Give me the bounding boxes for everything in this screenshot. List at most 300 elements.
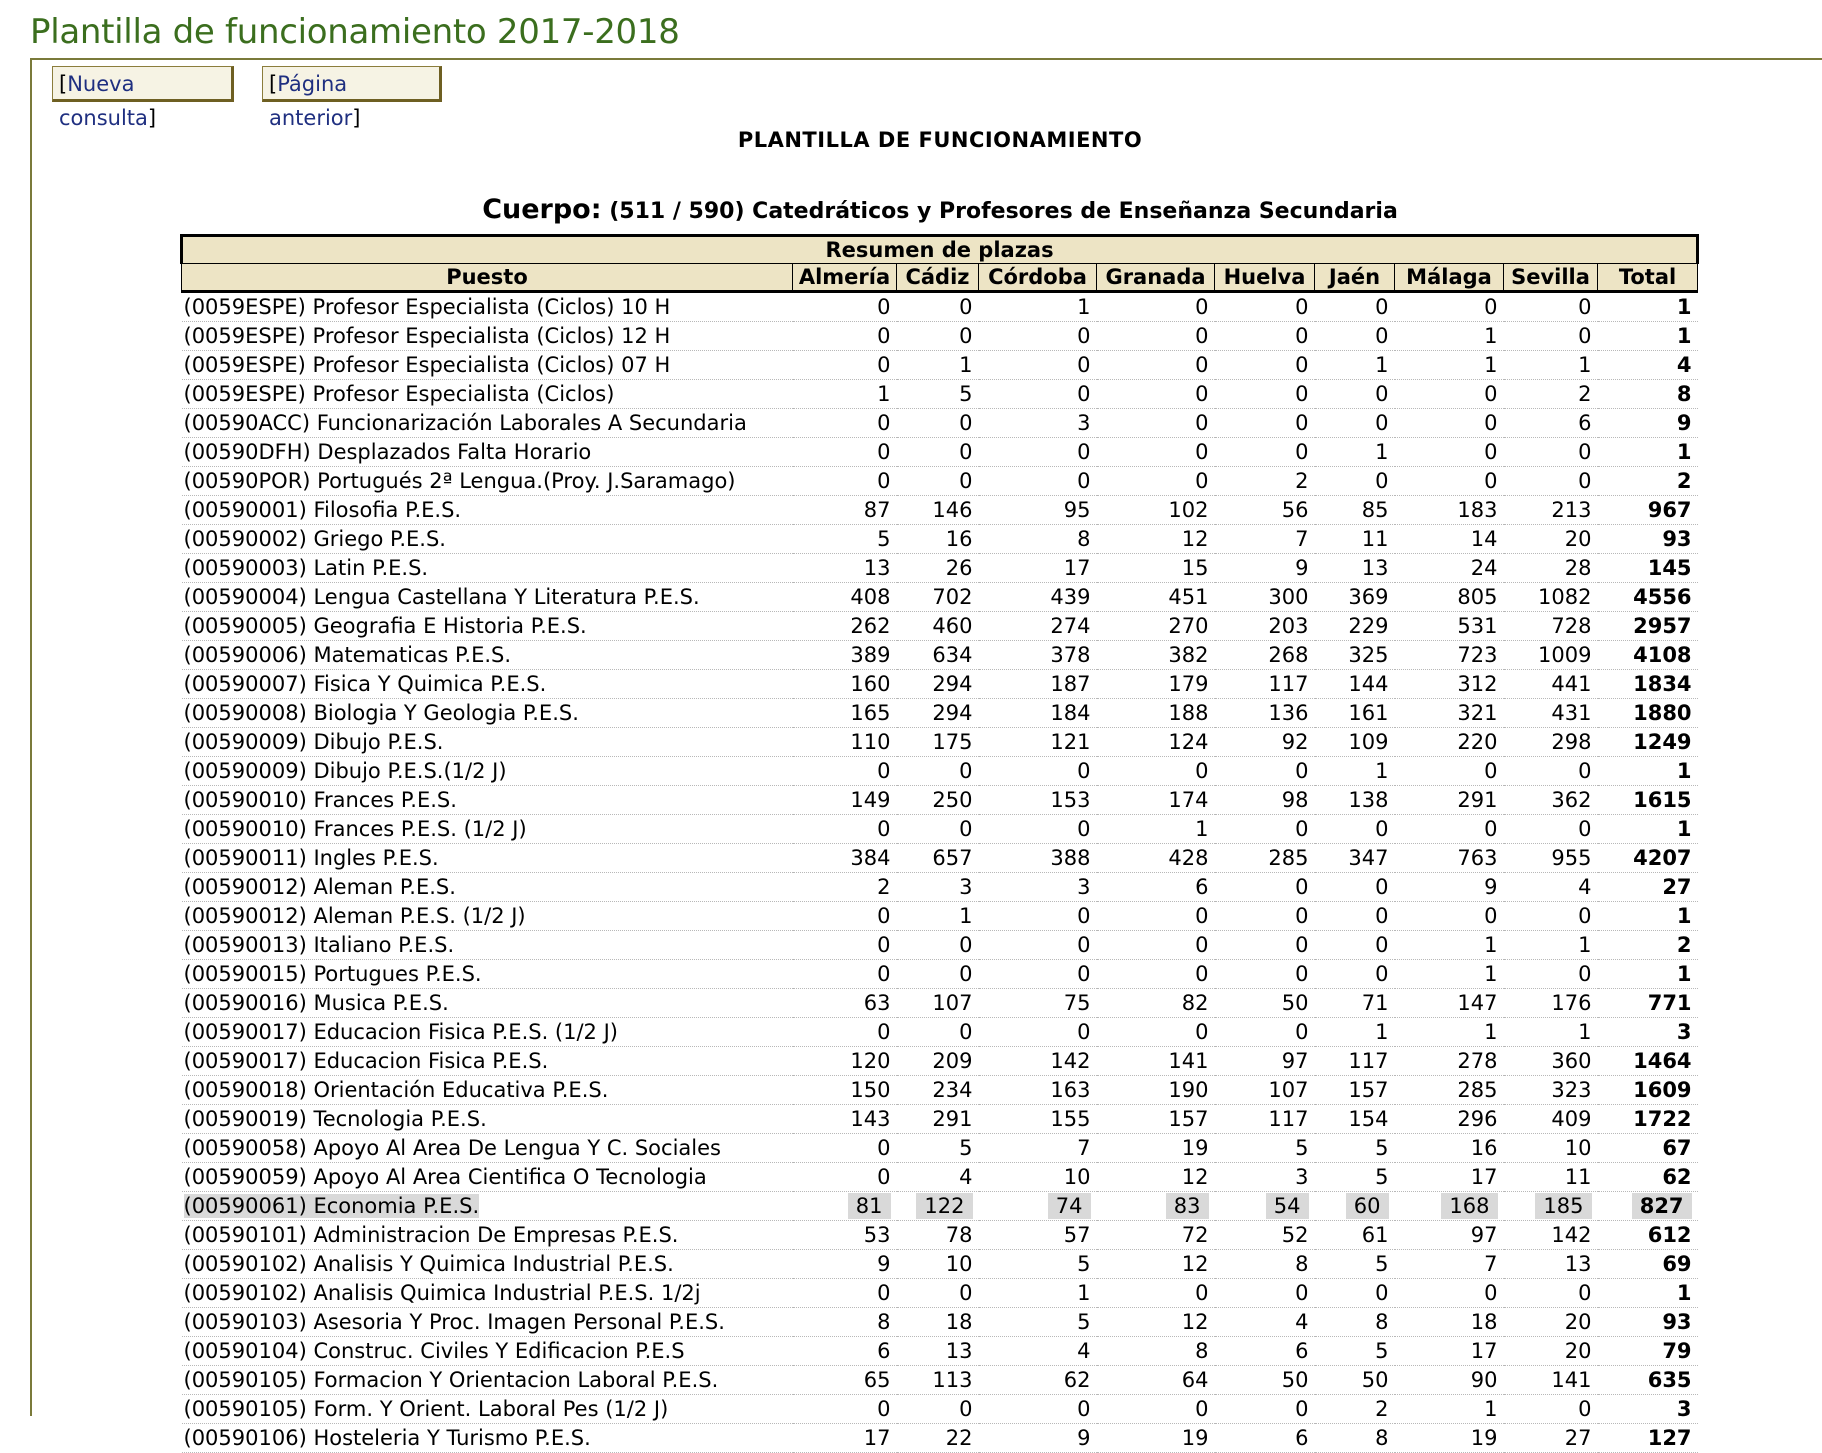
total-cell: [1598, 1395, 1698, 1424]
count-cell: [897, 292, 979, 322]
cell-value: 62: [1662, 1165, 1692, 1189]
cell-value: 4: [1578, 875, 1592, 899]
count-cell: [793, 670, 897, 699]
cell-value: 1: [1484, 1020, 1498, 1044]
cell-value: 1: [1676, 324, 1692, 348]
puesto-cell: [182, 1424, 793, 1453]
count-cell: [979, 1395, 1097, 1424]
count-cell: [1315, 1163, 1395, 1192]
cell-value: 0: [877, 759, 891, 783]
count-cell: [1097, 1047, 1215, 1076]
count-cell: [1097, 351, 1215, 380]
count-cell: [1395, 351, 1504, 380]
count-cell: [1315, 351, 1395, 380]
cell-value: 17: [1063, 556, 1091, 580]
cell-value: 27: [1564, 1426, 1592, 1450]
count-cell: [1504, 612, 1598, 641]
count-cell: [1395, 583, 1504, 612]
count-cell: [1315, 815, 1395, 844]
total-cell: [1598, 641, 1698, 670]
table-row: [182, 583, 1698, 612]
cell-value: 612: [1647, 1223, 1692, 1247]
pagina-anterior-button[interactable]: [262, 66, 442, 130]
cell-value: 0: [959, 933, 973, 957]
puesto-cell: [182, 1395, 793, 1424]
count-cell: [1504, 1366, 1598, 1395]
table-row: [182, 1395, 1698, 1424]
count-cell: [1395, 1337, 1504, 1366]
nueva-consulta-button[interactable]: [52, 66, 234, 130]
count-cell: [897, 873, 979, 902]
count-cell: [1097, 496, 1215, 525]
cell-value: 3: [959, 875, 973, 899]
puesto-cell: [182, 815, 793, 844]
count-cell: [979, 902, 1097, 931]
cell-value: 183: [1457, 498, 1498, 522]
count-cell: [1504, 1279, 1598, 1308]
cell-value: 229: [1348, 614, 1389, 638]
count-cell: [1215, 1366, 1315, 1395]
count-cell: [1097, 960, 1215, 989]
count-cell: [1215, 1250, 1315, 1279]
count-cell: [793, 496, 897, 525]
puesto-cell: [182, 1192, 793, 1221]
total-cell: [1598, 496, 1698, 525]
cell-value: 1: [1676, 817, 1692, 841]
cell-value: 53: [863, 1223, 891, 1247]
cell-value: 428: [1168, 846, 1209, 870]
count-cell: [1315, 989, 1395, 1018]
cell-value: 300: [1268, 585, 1309, 609]
table-row: [182, 815, 1698, 844]
count-cell: [1504, 554, 1598, 583]
cell-value: 0: [1375, 904, 1389, 928]
bracket-close: ]: [352, 106, 361, 130]
cell-value: 0: [1077, 469, 1091, 493]
cell-value: 124: [1168, 730, 1209, 754]
count-cell: [793, 1047, 897, 1076]
cell-value: 362: [1551, 788, 1592, 812]
cell-value: 16: [945, 527, 973, 551]
table-row: [182, 989, 1698, 1018]
left-border: [30, 58, 32, 1416]
count-cell: [1215, 438, 1315, 467]
cell-value: 121: [1050, 730, 1091, 754]
total-cell: [1598, 322, 1698, 351]
cell-value: 1: [1484, 353, 1498, 377]
cell-value: 7: [1295, 527, 1309, 551]
cell-value: 188: [1168, 701, 1209, 725]
count-cell: [1504, 1424, 1598, 1453]
cell-value: 294: [932, 672, 973, 696]
table-row: [182, 728, 1698, 757]
count-cell: [1215, 1163, 1315, 1192]
cell-value: 0: [1375, 875, 1389, 899]
total-cell: [1598, 1366, 1698, 1395]
cell-value: 312: [1457, 672, 1498, 696]
count-cell: [1395, 1047, 1504, 1076]
count-cell: [1215, 844, 1315, 873]
cell-value: 13: [945, 1339, 973, 1363]
count-cell: [793, 902, 897, 931]
cuerpo-value: (511 / 590) Catedráticos y Profesores de Enseñanza Secundaria: [609, 199, 1398, 224]
cell-value: (00590017) Educacion Fisica P.E.S.: [183, 1049, 549, 1073]
cell-value: (00590POR) Portugués 2ª Lengua.(Proy. J.Saramago): [183, 469, 736, 493]
count-cell: [1097, 1366, 1215, 1395]
cell-value: 967: [1647, 498, 1692, 522]
cell-value: 5: [1375, 1252, 1389, 1276]
count-cell: [1097, 554, 1215, 583]
cell-value: (00590011) Ingles P.E.S.: [183, 846, 439, 870]
count-cell: [793, 960, 897, 989]
count-cell: [1215, 1279, 1315, 1308]
cell-value: 27: [1662, 875, 1692, 899]
cell-value: (00590016) Musica P.E.S.: [183, 991, 449, 1015]
count-cell: [979, 409, 1097, 438]
cell-value: 2: [1295, 469, 1309, 493]
count-cell: [1097, 670, 1215, 699]
cell-value: (00590104) Construc. Civiles Y Edificacion P.E.S: [183, 1339, 685, 1363]
cell-value: 107: [1268, 1078, 1309, 1102]
cell-value: (00590002) Griego P.E.S.: [183, 527, 446, 551]
cell-value: 90: [1470, 1368, 1498, 1392]
count-cell: [1504, 496, 1598, 525]
cell-value: 0: [1195, 933, 1209, 957]
cell-value: 5: [959, 382, 973, 406]
puesto-cell: [182, 931, 793, 960]
count-cell: [897, 1366, 979, 1395]
total-cell: [1598, 1279, 1698, 1308]
cell-value: 161: [1348, 701, 1389, 725]
count-cell: [1097, 728, 1215, 757]
count-cell: [897, 902, 979, 931]
count-cell: [1315, 757, 1395, 786]
cell-value: 97: [1470, 1223, 1498, 1247]
cell-value: 0: [1484, 1281, 1498, 1305]
cell-value: 142: [1050, 1049, 1091, 1073]
cell-value: 0: [959, 411, 973, 435]
count-cell: [979, 1163, 1097, 1192]
table-row: [182, 292, 1698, 322]
cell-value: (00590010) Frances P.E.S.: [183, 788, 457, 812]
cell-value: 185: [1535, 1193, 1591, 1219]
count-cell: [897, 496, 979, 525]
count-cell: [1215, 1134, 1315, 1163]
cell-value: 0: [1578, 440, 1592, 464]
cell-value: (00590009) Dibujo P.E.S.(1/2 J): [183, 759, 507, 783]
cell-value: (00590DFH) Desplazados Falta Horario: [183, 440, 592, 464]
cell-value: 12: [1181, 1310, 1209, 1334]
cell-value: (00590007) Fisica Y Quimica P.E.S.: [183, 672, 547, 696]
cell-value: (00590009) Dibujo P.E.S.: [183, 730, 444, 754]
cell-value: 81: [848, 1193, 891, 1219]
cell-value: 0: [877, 817, 891, 841]
cell-value: 0: [877, 1136, 891, 1160]
cell-value: 291: [932, 1107, 973, 1131]
total-cell: [1598, 1424, 1698, 1453]
total-cell: [1598, 931, 1698, 960]
cell-value: 144: [1348, 672, 1389, 696]
count-cell: [793, 612, 897, 641]
cell-value: 65: [863, 1368, 891, 1392]
count-cell: [1504, 1076, 1598, 1105]
count-cell: [979, 670, 1097, 699]
cell-value: 79: [1662, 1339, 1692, 1363]
count-cell: [793, 699, 897, 728]
cell-value: 1: [1077, 295, 1091, 319]
count-cell: [1097, 902, 1215, 931]
count-cell: [979, 1279, 1097, 1308]
cell-value: (00590008) Biologia Y Geologia P.E.S.: [183, 701, 579, 725]
puesto-cell: [182, 1279, 793, 1308]
count-cell: [1215, 1076, 1315, 1105]
cell-value: 18: [1470, 1310, 1498, 1334]
count-cell: [1315, 1279, 1395, 1308]
count-cell: [793, 438, 897, 467]
cell-value: 93: [1662, 1310, 1692, 1334]
cell-value: 250: [932, 788, 973, 812]
cell-value: 1082: [1538, 585, 1592, 609]
total-cell: [1598, 728, 1698, 757]
table-row: [182, 1047, 1698, 1076]
cell-value: 0: [959, 324, 973, 348]
count-cell: [1504, 1337, 1598, 1366]
cell-value: 0: [1484, 382, 1498, 406]
count-cell: [979, 1337, 1097, 1366]
count-cell: [1504, 699, 1598, 728]
count-cell: [897, 1279, 979, 1308]
cell-value: 0: [1484, 295, 1498, 319]
total-cell: [1598, 612, 1698, 641]
table-row: [182, 322, 1698, 351]
count-cell: [1504, 728, 1598, 757]
column-header: Sevilla: [1504, 264, 1598, 292]
count-cell: [1315, 438, 1395, 467]
cell-value: 262: [850, 614, 891, 638]
count-cell: [1504, 583, 1598, 612]
count-cell: [793, 583, 897, 612]
cell-value: 160: [850, 672, 891, 696]
count-cell: [1097, 1308, 1215, 1337]
cell-value: 360: [1551, 1049, 1592, 1073]
count-cell: [897, 525, 979, 554]
cell-value: 0: [877, 295, 891, 319]
count-cell: [1215, 1308, 1315, 1337]
count-cell: [1315, 1047, 1395, 1076]
count-cell: [1097, 1395, 1215, 1424]
count-cell: [1315, 1018, 1395, 1047]
cell-value: (00590105) Form. Y Orient. Laboral Pes (1/2 J): [183, 1397, 669, 1421]
cell-value: 0: [1375, 411, 1389, 435]
count-cell: [1097, 641, 1215, 670]
cell-value: 5: [1077, 1252, 1091, 1276]
count-cell: [979, 641, 1097, 670]
count-cell: [793, 1076, 897, 1105]
count-cell: [1097, 1337, 1215, 1366]
count-cell: [1097, 292, 1215, 322]
cell-value: 0: [1295, 295, 1309, 319]
count-cell: [793, 1250, 897, 1279]
cell-value: 71: [1361, 991, 1389, 1015]
count-cell: [793, 641, 897, 670]
cell-value: 0: [1578, 962, 1592, 986]
cell-value: 143: [850, 1107, 891, 1131]
cell-value: 531: [1457, 614, 1498, 638]
total-cell: [1598, 786, 1698, 815]
count-cell: [1395, 467, 1504, 496]
cell-value: 2: [877, 875, 891, 899]
count-cell: [1097, 1221, 1215, 1250]
cell-value: 57: [1063, 1223, 1091, 1247]
count-cell: [1504, 1163, 1598, 1192]
count-cell: [1315, 496, 1395, 525]
cell-value: 17: [863, 1426, 891, 1450]
cell-value: 11: [1564, 1165, 1592, 1189]
count-cell: [1097, 815, 1215, 844]
puesto-cell: [182, 1366, 793, 1395]
count-cell: [1097, 612, 1215, 641]
cell-value: 431: [1551, 701, 1592, 725]
puesto-cell: [182, 641, 793, 670]
count-cell: [1395, 1076, 1504, 1105]
cell-value: 64: [1181, 1368, 1209, 1392]
count-cell: [979, 583, 1097, 612]
cell-value: 83: [1166, 1193, 1209, 1219]
count-cell: [1215, 786, 1315, 815]
count-cell: [979, 844, 1097, 873]
column-header: Jaén: [1315, 264, 1395, 292]
total-cell: [1598, 1308, 1698, 1337]
puesto-cell: [182, 583, 793, 612]
cell-value: (0059ESPE) Profesor Especialista (Ciclos) 12 H: [183, 324, 671, 348]
total-cell: [1598, 467, 1698, 496]
cell-value: 0: [1195, 1281, 1209, 1305]
count-cell: [793, 409, 897, 438]
count-cell: [1395, 322, 1504, 351]
count-cell: [897, 1395, 979, 1424]
cell-value: 12: [1181, 527, 1209, 551]
cell-value: 294: [932, 701, 973, 725]
cell-value: 179: [1168, 672, 1209, 696]
puesto-cell: [182, 351, 793, 380]
count-cell: [1215, 612, 1315, 641]
count-cell: [1315, 1105, 1395, 1134]
total-cell: [1598, 292, 1698, 322]
count-cell: [1315, 1308, 1395, 1337]
count-cell: [1215, 1221, 1315, 1250]
cell-value: 0: [959, 440, 973, 464]
cell-value: 127: [1647, 1426, 1692, 1450]
cell-value: 2: [1676, 933, 1692, 957]
count-cell: [793, 1366, 897, 1395]
cell-value: 763: [1457, 846, 1498, 870]
total-cell: [1598, 380, 1698, 409]
cell-value: 9: [1484, 875, 1498, 899]
table-row: [182, 873, 1698, 902]
cell-value: 72: [1181, 1223, 1209, 1247]
total-cell: [1598, 670, 1698, 699]
count-cell: [793, 1105, 897, 1134]
cell-value: (00590010) Frances P.E.S. (1/2 J): [183, 817, 527, 841]
table-row: [182, 554, 1698, 583]
count-cell: [793, 931, 897, 960]
cell-value: (00590105) Formacion Y Orientacion Laboral P.E.S.: [183, 1368, 719, 1392]
puesto-cell: [182, 844, 793, 873]
cell-value: 0: [877, 1397, 891, 1421]
cell-value: 0: [1077, 933, 1091, 957]
cell-value: 0: [1295, 962, 1309, 986]
cell-value: 3: [1077, 875, 1091, 899]
count-cell: [1395, 844, 1504, 873]
count-cell: [1215, 1047, 1315, 1076]
cell-value: 1: [1375, 1020, 1389, 1044]
cell-value: (00590001) Filosofia P.E.S.: [183, 498, 462, 522]
puesto-cell: [182, 292, 793, 322]
cell-value: 460: [932, 614, 973, 638]
count-cell: [1395, 409, 1504, 438]
count-cell: [1315, 1076, 1395, 1105]
total-cell: [1598, 1134, 1698, 1163]
table-row: [182, 1221, 1698, 1250]
count-cell: [1097, 786, 1215, 815]
total-cell: [1598, 1076, 1698, 1105]
cell-value: 87: [863, 498, 891, 522]
count-cell: [1315, 1337, 1395, 1366]
table-row: [182, 1018, 1698, 1047]
cell-value: 117: [1348, 1049, 1389, 1073]
cell-value: 296: [1457, 1107, 1498, 1131]
cell-value: 384: [850, 846, 891, 870]
nueva-consulta-label: Nueva consulta: [59, 72, 148, 130]
cell-value: 1722: [1633, 1107, 1692, 1131]
cell-value: 285: [1268, 846, 1309, 870]
cell-value: 155: [1050, 1107, 1091, 1131]
count-cell: [1504, 1134, 1598, 1163]
cell-value: 4: [959, 1165, 973, 1189]
count-cell: [979, 1047, 1097, 1076]
cell-value: 56: [1281, 498, 1309, 522]
puesto-cell: [182, 1337, 793, 1366]
cell-value: 0: [1077, 382, 1091, 406]
cell-value: 150: [850, 1078, 891, 1102]
cell-value: 113: [932, 1368, 973, 1392]
cell-value: 187: [1050, 672, 1091, 696]
count-cell: [1395, 496, 1504, 525]
count-cell: [1504, 931, 1598, 960]
cell-value: 0: [1484, 759, 1498, 783]
puesto-cell: [182, 1221, 793, 1250]
total-cell: [1598, 960, 1698, 989]
cell-value: 50: [1281, 1368, 1309, 1392]
cell-value: 0: [1195, 411, 1209, 435]
count-cell: [793, 989, 897, 1018]
cell-value: (00590ACC) Funcionarización Laborales A Secundaria: [183, 411, 747, 435]
count-cell: [979, 1424, 1097, 1453]
table-row: [182, 351, 1698, 380]
cell-value: (00590102) Analisis Y Quimica Industrial P.E.S.: [183, 1252, 674, 1276]
count-cell: [1395, 1163, 1504, 1192]
count-cell: [793, 1018, 897, 1047]
cell-value: 0: [1578, 1397, 1592, 1421]
count-cell: [793, 1279, 897, 1308]
count-cell: [1215, 1337, 1315, 1366]
count-cell: [1395, 1134, 1504, 1163]
count-cell: [1395, 380, 1504, 409]
cell-value: 11: [1361, 527, 1389, 551]
cell-value: 1: [1484, 962, 1498, 986]
cell-value: 827: [1632, 1193, 1692, 1219]
count-cell: [1097, 1192, 1215, 1221]
